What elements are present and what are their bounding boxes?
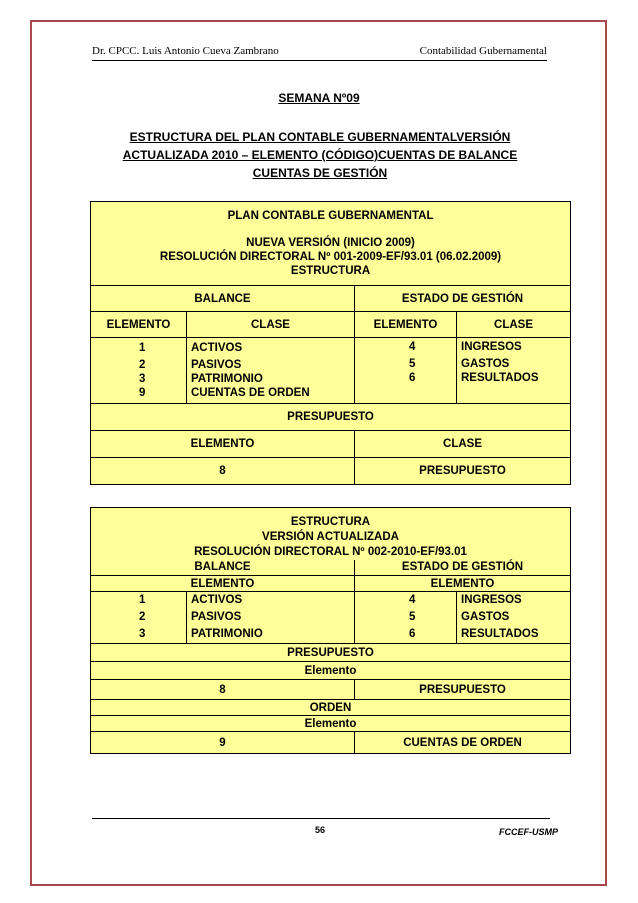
table1-structure: ESTRUCTURA <box>290 265 371 278</box>
table2-gestion-codes <box>355 592 457 644</box>
table2-title: ESTRUCTURA <box>290 515 371 528</box>
title-line-1: ESTRUCTURA DEL PLAN CONTABLE GUBERNAMENTALVERSIÓN <box>129 130 511 144</box>
table2-gestion-header: ESTADO DE GESTIÓN <box>355 560 571 576</box>
table1-balance-names <box>187 338 355 404</box>
table1-pres-code: 8 <box>91 458 355 485</box>
list-item: 3 <box>139 628 146 640</box>
table1-subtitle <box>91 230 571 286</box>
title-line-3: CUENTAS DE GESTIÓN <box>252 166 388 180</box>
table2-balance-header: BALANCE <box>91 560 355 576</box>
table1-title: PLAN CONTABLE GUBERNAMENTAL <box>91 202 571 230</box>
list-item: 1 <box>139 594 146 606</box>
list-item: 3 <box>139 373 146 385</box>
list-item: 6 <box>409 628 416 640</box>
list-item: 5 <box>409 358 416 370</box>
table2-version: VERSIÓN ACTUALIZADA <box>262 530 399 543</box>
list-item: GASTOS <box>461 358 510 370</box>
table1-gestion-codes <box>355 338 457 404</box>
table1-balance-codes <box>91 338 187 404</box>
list-item: 9 <box>139 387 146 399</box>
list-item: INGRESOS <box>461 594 522 606</box>
document-title <box>80 128 560 182</box>
list-item: ACTIVOS <box>191 342 243 354</box>
list-item: PASIVOS <box>191 611 242 623</box>
table2-gestion-elemento: ELEMENTO <box>355 576 571 592</box>
table1-pres-clase: CLASE <box>355 431 571 458</box>
footer-institution: FCCEF-USMP <box>499 827 558 837</box>
table2-pres-elemento: Elemento <box>91 662 571 680</box>
table2-pres-name: PRESUPUESTO <box>355 680 571 700</box>
list-item: 1 <box>139 342 146 354</box>
table2-orden: ORDEN <box>91 700 571 716</box>
list-item: 2 <box>139 611 146 623</box>
table1-col-elemento-gestion: ELEMENTO <box>355 312 457 338</box>
table1-col-clase: CLASE <box>187 312 355 338</box>
table1-col-elemento: ELEMENTO <box>91 312 187 338</box>
table2-resolution: RESOLUCIÓN DIRECTORAL Nº 002-2010-EF/93.01 <box>194 545 467 558</box>
table1-presupuesto: PRESUPUESTO <box>91 404 571 431</box>
table2-pres-code: 8 <box>91 680 355 700</box>
list-item: CUENTAS DE ORDEN <box>191 387 310 399</box>
list-item: GASTOS <box>461 611 510 623</box>
list-item: RESULTADOS <box>461 628 539 640</box>
table1-col-clase-gestion: CLASE <box>457 312 571 338</box>
list-item: PASIVOS <box>191 359 242 371</box>
list-item: RESULTADOS <box>461 372 539 384</box>
table2-balance-codes <box>91 592 187 644</box>
week-heading: SEMANA Nº09 <box>278 91 360 105</box>
table2-balance-names <box>187 592 355 644</box>
list-item: 4 <box>409 594 416 606</box>
running-header <box>92 42 547 62</box>
plan-contable-table <box>90 201 571 485</box>
list-item: INGRESOS <box>461 341 522 353</box>
table2-balance-elemento: ELEMENTO <box>91 576 355 592</box>
table2-orden-name: CUENTAS DE ORDEN <box>355 732 571 754</box>
table1-balance-header: BALANCE <box>91 286 355 312</box>
estructura-table <box>90 507 571 754</box>
list-item: ACTIVOS <box>191 594 243 606</box>
list-item: 4 <box>409 341 416 353</box>
title-line-2: ACTUALIZADA 2010 – ELEMENTO (CÓDIGO)CUENTAS DE BALANCE <box>122 148 518 162</box>
table1-pres-name: PRESUPUESTO <box>355 458 571 485</box>
header-subject: Contabilidad Gubernamental <box>419 45 547 57</box>
table1-gestion-names <box>457 338 571 404</box>
table2-presupuesto: PRESUPUESTO <box>91 644 571 662</box>
table1-resolution: RESOLUCIÓN DIRECTORAL Nº 001-2009-EF/93.01 (06.02.2009) <box>159 251 502 264</box>
header-rule <box>92 60 547 61</box>
list-item: PATRIMONIO <box>191 628 263 640</box>
table1-pres-elemento: ELEMENTO <box>91 431 355 458</box>
list-item: 5 <box>409 611 416 623</box>
table1-version: NUEVA VERSIÓN (INICIO 2009) <box>246 237 415 250</box>
table2-orden-code: 9 <box>91 732 355 754</box>
list-item: 2 <box>139 359 146 371</box>
list-item: PATRIMONIO <box>191 373 263 385</box>
table2-orden-elemento: Elemento <box>91 716 571 732</box>
table2-header <box>91 508 571 560</box>
table1-gestion-header: ESTADO DE GESTIÓN <box>355 286 571 312</box>
list-item: 6 <box>409 372 416 384</box>
page-number: 56 <box>314 825 325 835</box>
table2-gestion-names <box>457 592 571 644</box>
footer-rule <box>92 818 550 819</box>
header-author: Dr. CPCC. Luis Antonio Cueva Zambrano <box>92 45 279 57</box>
